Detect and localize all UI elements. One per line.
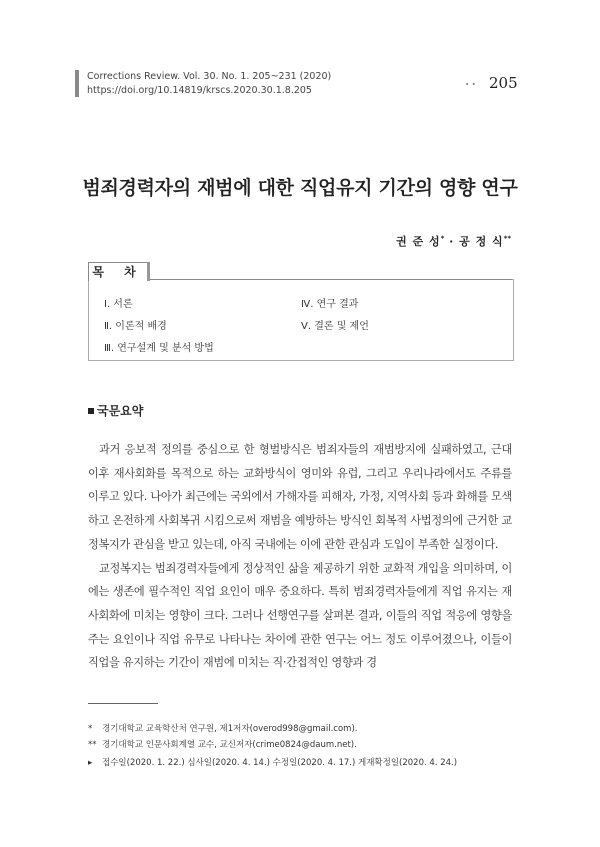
toc-item-2[interactable]: Ⅱ. 이론적 배경 [104,321,167,332]
paper-title: 범죄경력자의 재범에 대한 직업유지 기간의 영향 연구 [82,177,518,199]
doi-link[interactable]: https://doi.org/10.14819/krscs.2020.30.1.8.205 [87,85,312,96]
toc-item-3[interactable]: Ⅲ. 연구설계 및 분석 방법 [104,343,214,354]
toc-heading: 목 차 [88,262,150,281]
abstract-heading-text: 국문요약 [97,404,144,418]
header-accent-bar [75,70,79,97]
abstract-heading [88,402,143,419]
footnote-dates-text: 접수일(2020. 1. 22.) 심사일(2020. 4. 14.) 수정일(2020. 4. 17.) 게재확정일(2020. 4. 24.) [102,758,458,768]
journal-citation: Corrections Review. Vol. 30. No. 1. 205~231 (2020) [87,71,332,82]
abstract-paragraph: 과거 응보적 정의를 중심으로 한 형벌방식은 범죄자들의 재범방지에 실패하였고, 근대 이후 재사회화를 목적으로 하는 교화방식이 영미와 유럽, 그리고 우리나라에서도 주류를 이루고 있다. 나아가 최근에는 국외에서 가해자를 피해자, 가정, 지역사회 등과 화해를 모색하고 온전하게 사회복귀 시킴으로써 재범을 예방하는 방식인 회복적 사법정의에 근거한 교정복지가 관심을 받고 있는데, 아직 국내에는 이에 관한 관심과 도입이 부족한 실정이다. [88,443,512,551]
footnote-1-text: 경기대학교 교육학산처 연구원, 제1저자(overod998@gmail.com). [102,724,358,734]
footnote-1 [88,722,357,734]
footnote-1-mark: * [88,724,93,734]
author-line [396,233,511,249]
footnote-2-mark: ** [88,740,97,750]
footnote-dates [88,756,457,768]
toc-item-4[interactable]: Ⅳ. 연구 결과 [301,299,359,310]
author-1-mark: * [440,234,445,243]
toc-item-5[interactable]: Ⅴ. 결론 및 제언 [301,321,369,332]
toc-top-rule [146,279,512,280]
author-2: 공 정 식 [459,235,504,248]
abstract-body [88,438,512,675]
square-bullet-icon [88,408,94,414]
author-separator: · [444,235,460,248]
page-number: 205 [489,74,518,92]
page-marker: ∙ ∙ [465,80,476,88]
abstract-paragraph: 교정복지는 범죄경력자들에게 정상적인 삶을 제공하기 위한 교화적 개입을 의미하며, 이에는 생존에 필수적인 직업 요인이 매우 중요하다. 특히 범죄경력자들에게 직업 유지는 재사회화에 미치는 영향이 크다. 그러나 선행연구를 살펴본 결과, 이들의 직업 적응에 영향을 주는 요인이나 직업 유무로 나타나는 차이에 관한 연구는 어느 정도 이루어졌으나, 이들이 직업을 유지하는 기간이 재범에 미치는 직·간접적인 영향과 경 [88,561,512,670]
footnote-dates-mark: ▸ [88,758,93,768]
author-1: 권 준 성 [396,235,441,248]
toc-item-1[interactable]: Ⅰ. 서론 [104,299,133,310]
footnote-2 [88,738,357,750]
author-2-mark: ** [503,234,511,243]
footnote-rule [88,703,158,704]
footnote-2-text: 경기대학교 인문사회계열 교수, 교신저자(crime0824@daum.net). [102,740,357,750]
